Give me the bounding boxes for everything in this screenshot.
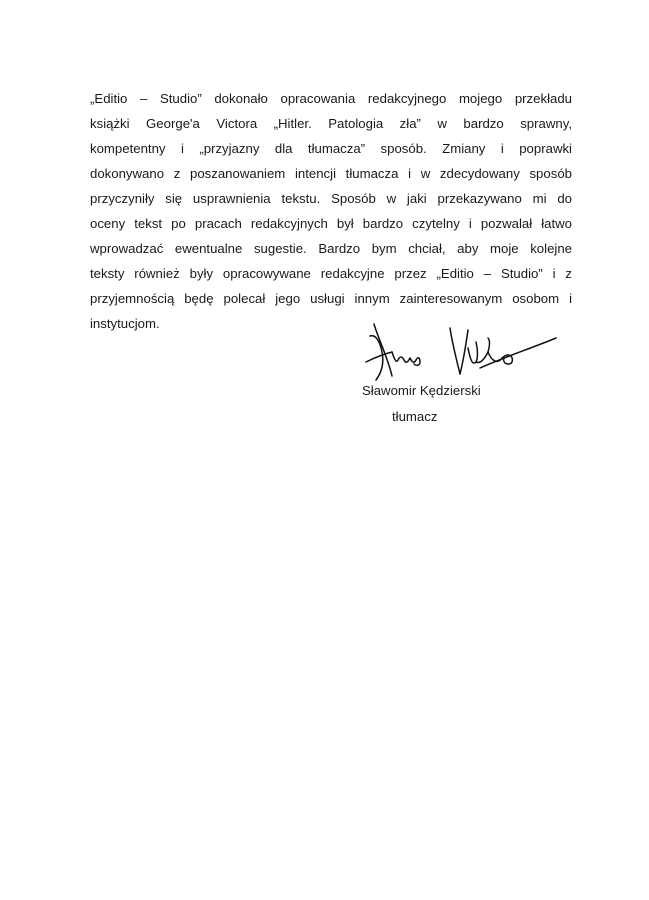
letter-line-6: oceny tekst po pracach redakcyjnych był bardzo czytelny i pozwalał łatwo bbox=[90, 216, 572, 231]
letter-line-3: kompetentny i „przyjazny dla tłumacza” sposób. Zmiany i poprawki bbox=[90, 141, 572, 156]
signer-name: Sławomir Kędzierski bbox=[362, 383, 481, 398]
letter-line-4: dokonywano z poszanowaniem intencji tłumacza i w zdecydowany sposób bbox=[90, 166, 572, 181]
letter-line-5: przyczyniły się usprawnienia tekstu. Sposób w jaki przekazywano mi do bbox=[90, 191, 572, 206]
handwritten-signature bbox=[362, 318, 562, 390]
letter-line-7: wprowadzać ewentualne sugestie. Bardzo bym chciał, aby moje kolejne bbox=[90, 241, 572, 256]
letter-line-8: teksty również były opracowywane redakcyjne przez „Editio – Studio” i z bbox=[90, 266, 572, 281]
letter-line-2: książki George'a Victora „Hitler. Patologia zła” w bardzo sprawny, bbox=[90, 116, 572, 131]
letter-body bbox=[90, 86, 572, 336]
signer-role: tłumacz bbox=[392, 409, 438, 424]
letter-line-1: „Editio – Studio” dokonało opracowania redakcyjnego mojego przekładu bbox=[90, 91, 572, 106]
letter-line-9: przyjemnością będę polecał jego usługi innym zainteresowanym osobom i bbox=[90, 291, 572, 306]
letter-line-10: instytucjom. bbox=[90, 316, 160, 331]
